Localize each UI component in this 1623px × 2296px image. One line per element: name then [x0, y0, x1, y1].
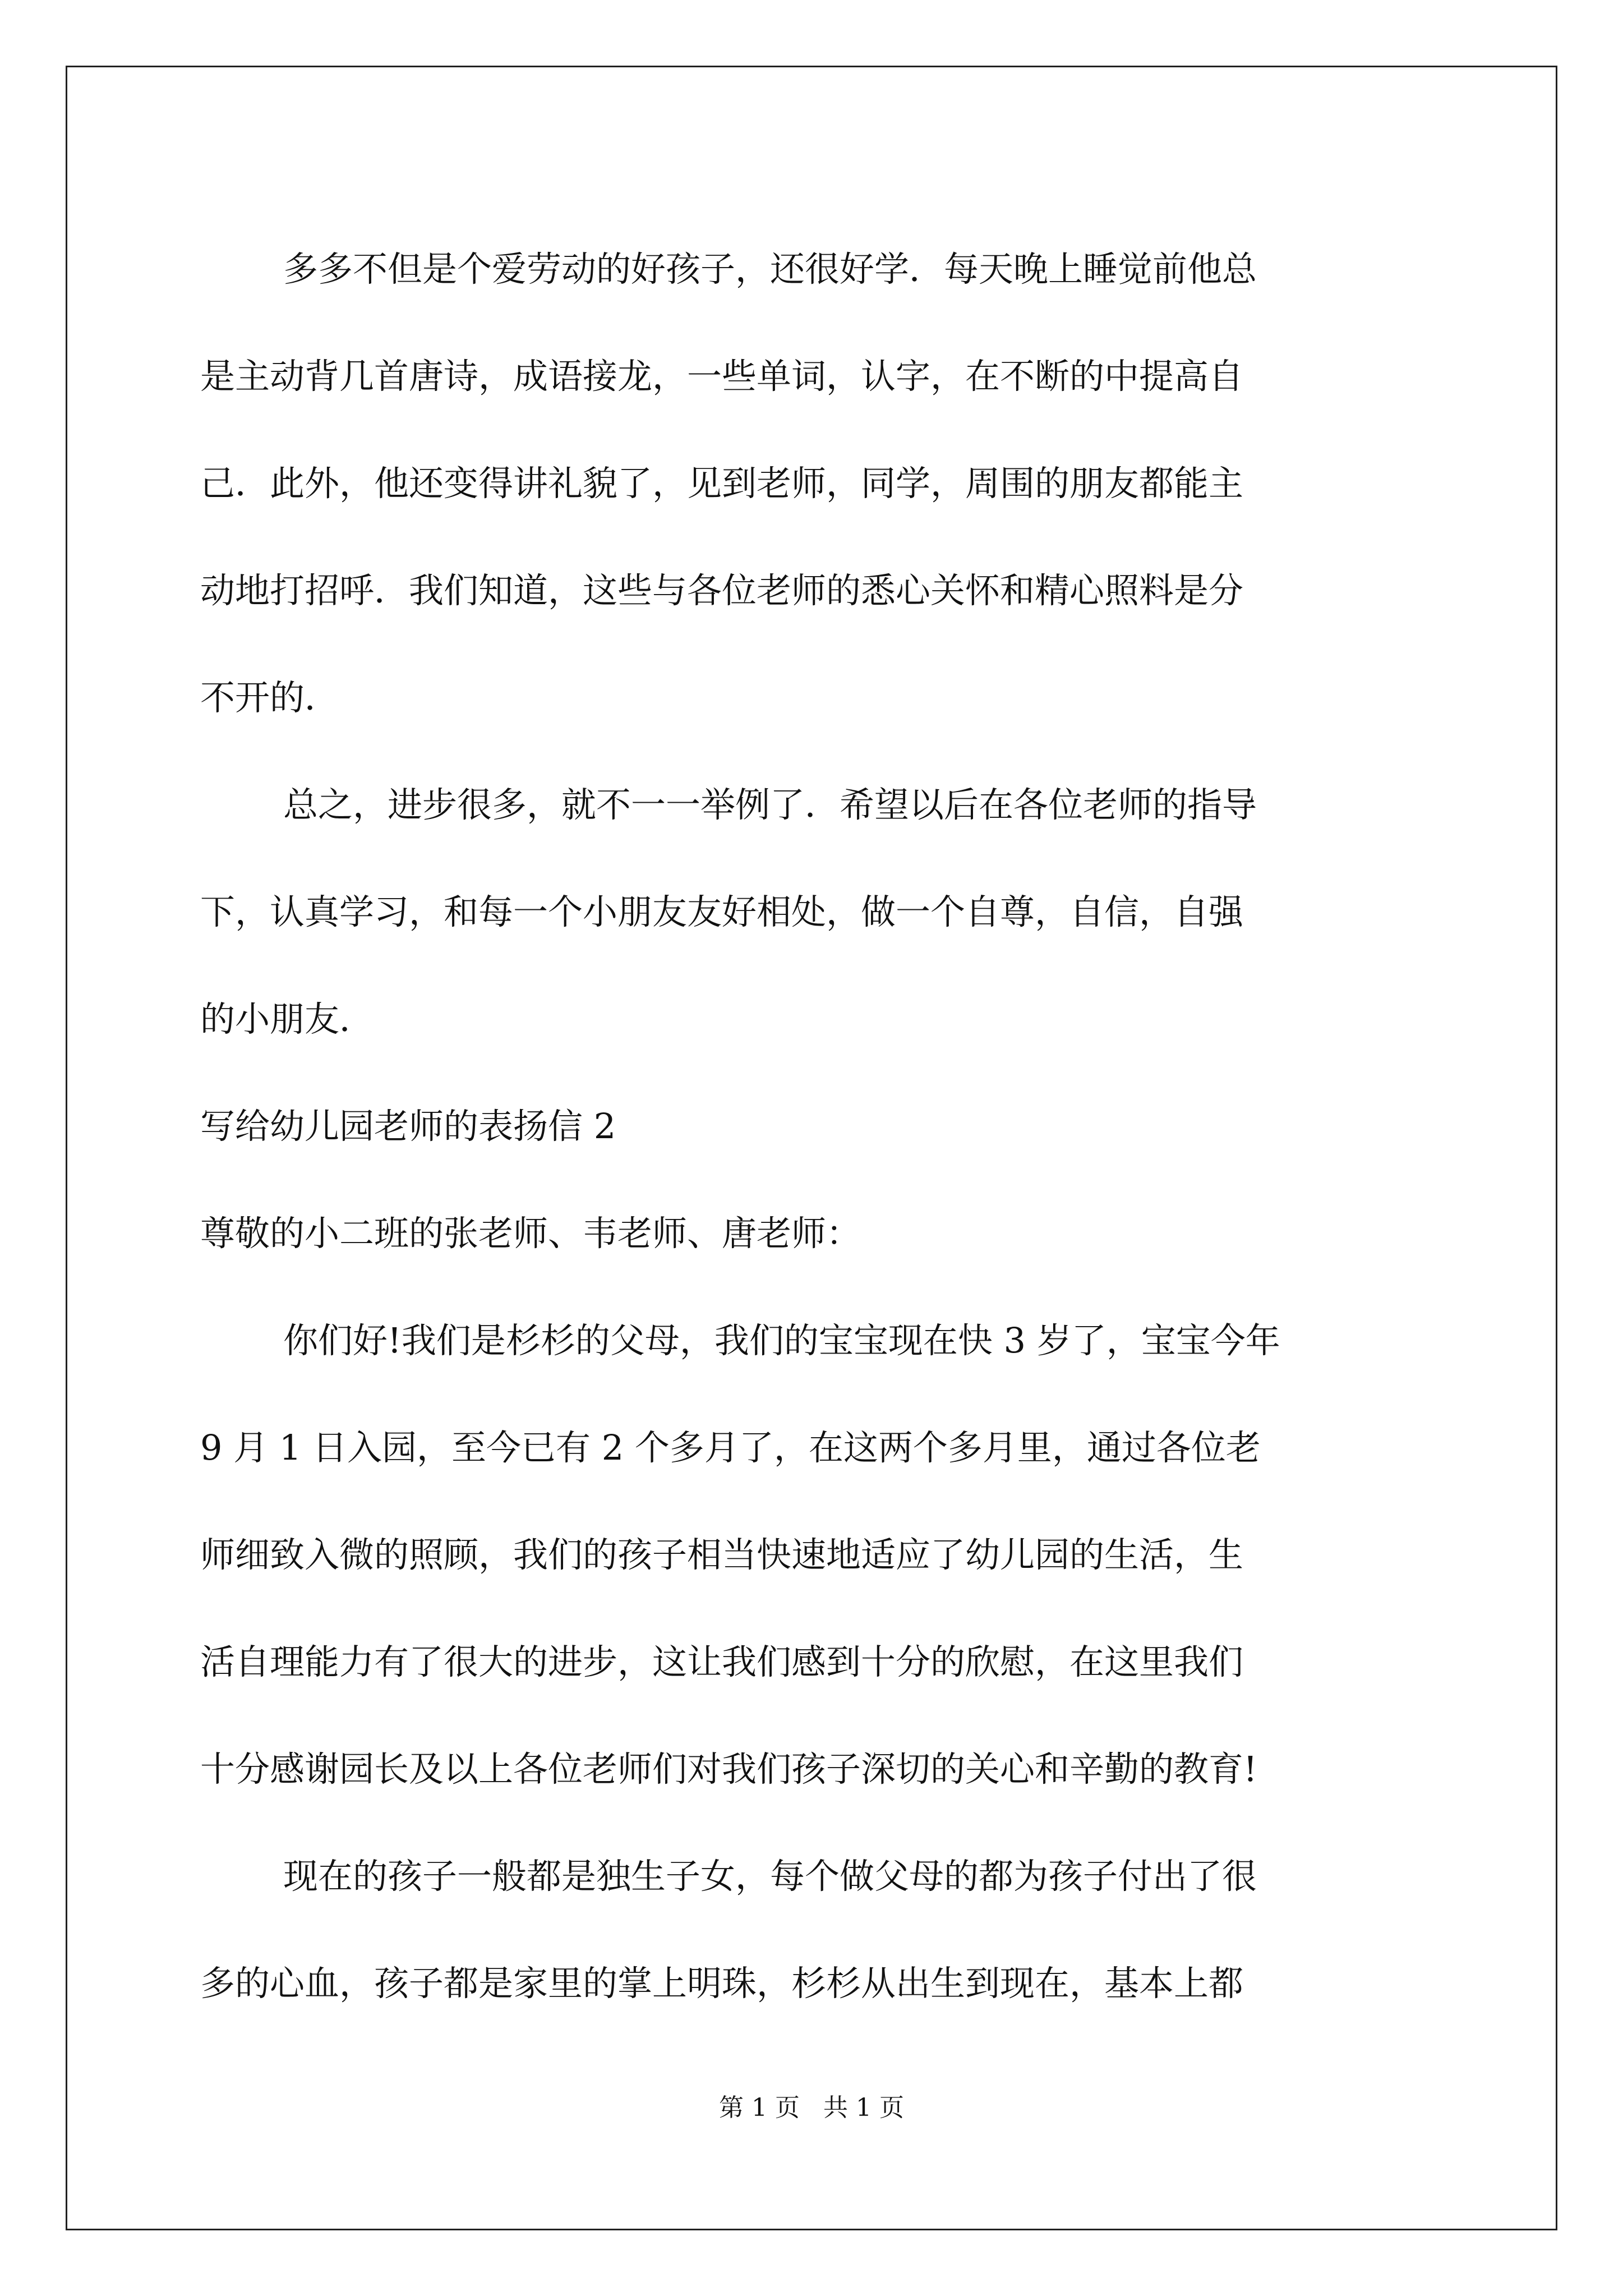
text-line: 写给幼儿园老师的表扬信 2	[200, 1106, 616, 1147]
page-footer: 第 1 页 共 1 页	[719, 2093, 904, 2122]
text-line: 下，认真学习，和每一个小朋友友好相处，做一个自尊，自信，自强	[200, 891, 1244, 932]
text-line: 多多不但是个爱劳动的好孩子，还很好学．每天晚上睡觉前他总	[283, 249, 1257, 289]
text-line: 不开的．	[200, 677, 340, 718]
text-line: 多的心血，孩子都是家里的掌上明珠，杉杉从出生到现在，基本上都	[200, 1963, 1244, 2004]
text-line: 的小朋友．	[200, 999, 375, 1039]
text-line: 现在的孩子一般都是独生子女，每个做父母的都为孩子付出了很	[283, 1856, 1257, 1897]
text-line: 己．此外，他还变得讲礼貌了，见到老师，同学，周围的朋友都能主	[200, 463, 1244, 504]
text-line: 十分感谢园长及以上各位老师们对我们孩子深切的关心和辛勤的教育!	[200, 1749, 1257, 1789]
text-line: 活自理能力有了很大的进步，这让我们感到十分的欣慰，在这里我们	[200, 1641, 1244, 1682]
text-line: 你们好!我们是杉杉的父母，我们的宝宝现在快 3 岁了，宝宝今年	[283, 1320, 1280, 1361]
text-line: 动地打招呼．我们知道，这些与各位老师的悉心关怀和精心照料是分	[200, 570, 1244, 611]
text-line: 尊敬的小二班的张老师、韦老师、唐老师：	[200, 1213, 861, 1254]
document-body	[200, 215, 1451, 2037]
text-line: 是主动背几首唐诗，成语接龙，一些单词，认字，在不断的中提高自	[200, 356, 1244, 397]
text-line: 总之，进步很多，就不一一举例了．希望以后在各位老师的指导	[283, 784, 1257, 825]
text-line: 师细致入微的照顾，我们的孩子相当快速地适应了幼儿园的生活，生	[200, 1534, 1244, 1575]
text-line: 9 月 1 日入园，至今已有 2 个多月了，在这两个多月里，通过各位老	[200, 1427, 1261, 1468]
